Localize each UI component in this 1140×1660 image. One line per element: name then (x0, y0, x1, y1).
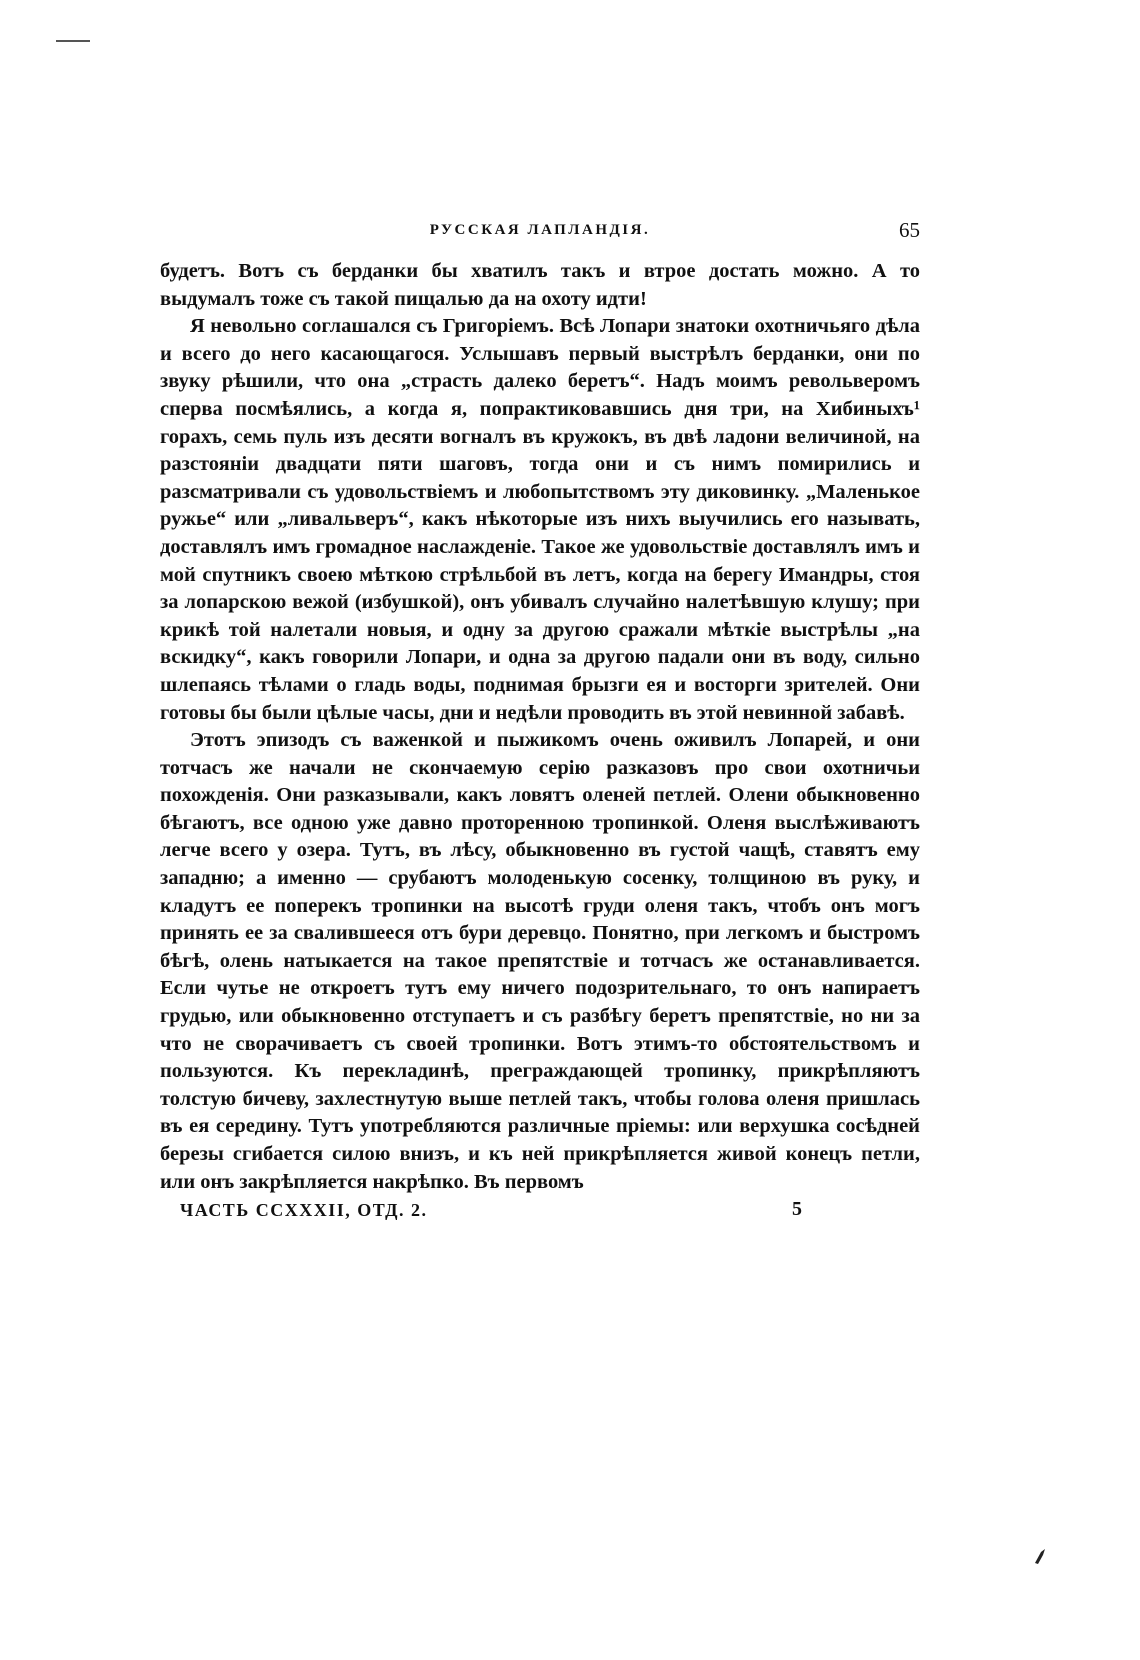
paragraph-deer-trapping: Этотъ эпизодъ съ важенкой и пыжикомъ очень оживилъ Лопарей, и они тотчасъ же начали не скончаемую серію разказовъ про свои охотничьи похожденія. Они разказывали, какъ ловятъ оленей петлей. Олени обыкновенно бѣгаютъ, все одною уже давно проторенною тропинкой. Оленя выслѣживаютъ легче всего у озера. Тутъ, въ лѣсу, обыкновенно въ густой чащѣ, ставятъ ему западню; а именно — срубаютъ молоденькую сосенку, толщиною въ руку, и кладутъ ее поперекъ тропинки на высотѣ груди оленя такъ, чтобъ онъ могъ принять ее за свалившееся отъ бури деревцо. Понятно, при легкомъ и быстромъ бѣгѣ, олень натыкается на такое препятствіе и тотчасъ же останавливается. Если чутье не откроетъ тутъ ему ничего подозрительнаго, то онъ напираетъ грудью, или обыкновенно отступаетъ и съ разбѣгу беретъ препятствіе, но ни за что не сворачиваетъ съ своей тропинки. Вотъ этимъ-то обстоятельствомъ и пользуются. Къ перекладинѣ, преграждающей тропинку, прикрѣпляютъ толстую бичеву, захлестнутую выше петлей такъ, чтобы голова оленя пришлась въ ея середину. Тутъ употребляются различные пріемы: или верхушка сосѣдней березы сгибается силою внизъ, и къ ней прикрѣпляется живой конецъ петли, или онъ закрѣпляется накрѣпко. Въ первомъ (160, 729, 920, 1193)
footer-signature-line (160, 1198, 920, 1228)
running-head (160, 218, 920, 258)
body-text (160, 258, 920, 1196)
paragraph-hunting-skill: Я невольно соглашался съ Григоріемъ. Всѣ Лопари знатоки охотничьяго дѣла и всего до него касающагося. Услышавъ первый выстрѣлъ берданки, они по звуку рѣшили, что она „страсть далеко беретъ“. Надъ моимъ револьверомъ сперва посмѣялись, а когда я, попрактиковавшись дня три, на Хибиныхъ¹ горахъ, семь пуль изъ десяти вогналъ въ кружокъ, въ двѣ ладони величиной, на разстояніи двадцати пяти шаговъ, тогда они и съ нимъ помирились и разсматривали съ удовольствіемъ и любопытствомъ эту диковинку. „Маленькое ружье“ или „ливальверъ“, какъ нѣкоторые изъ нихъ выучились его называть, доставлялъ имъ громадное наслажденіе. Такое же удовольствіе доставлялъ имъ и мой спутникъ своею мѣткою стрѣльбой въ летъ, когда на берегу Имандры, стоя за лопарскою вежой (избушкой), онъ убивалъ случайно налетѣвшую клушу; при крикѣ той налетали новыя, и одну за другою сражали мѣткіе выстрѣлы „на вскидку“, какъ говорили Лопари, и одна за другою падали они въ воду, сильно шлепаясь тѣлами о гладь воды, поднимая брызги ея и восторги зрителей. Они готовы бы были цѣлые часы, дни и недѣли проводить въ этой невинной забавѣ. (160, 315, 920, 724)
running-title: РУССКАЯ ЛАПЛАНДІЯ. (429, 222, 651, 238)
ink-mark-icon (1032, 1546, 1048, 1566)
paragraph-continuation: будетъ. Вотъ съ берданки бы хватилъ такъ и втрое достать можно. А то выдумалъ тоже съ такой пищалью да на охоту идти! (160, 260, 920, 310)
scan-edge-mark (56, 40, 90, 42)
page-number: 65 (899, 218, 920, 242)
book-page (160, 218, 920, 1228)
footer-signature: ЧАСТЬ CCXXXII, ОТД. 2. (180, 1200, 428, 1221)
sheet-number: 5 (792, 1198, 802, 1221)
